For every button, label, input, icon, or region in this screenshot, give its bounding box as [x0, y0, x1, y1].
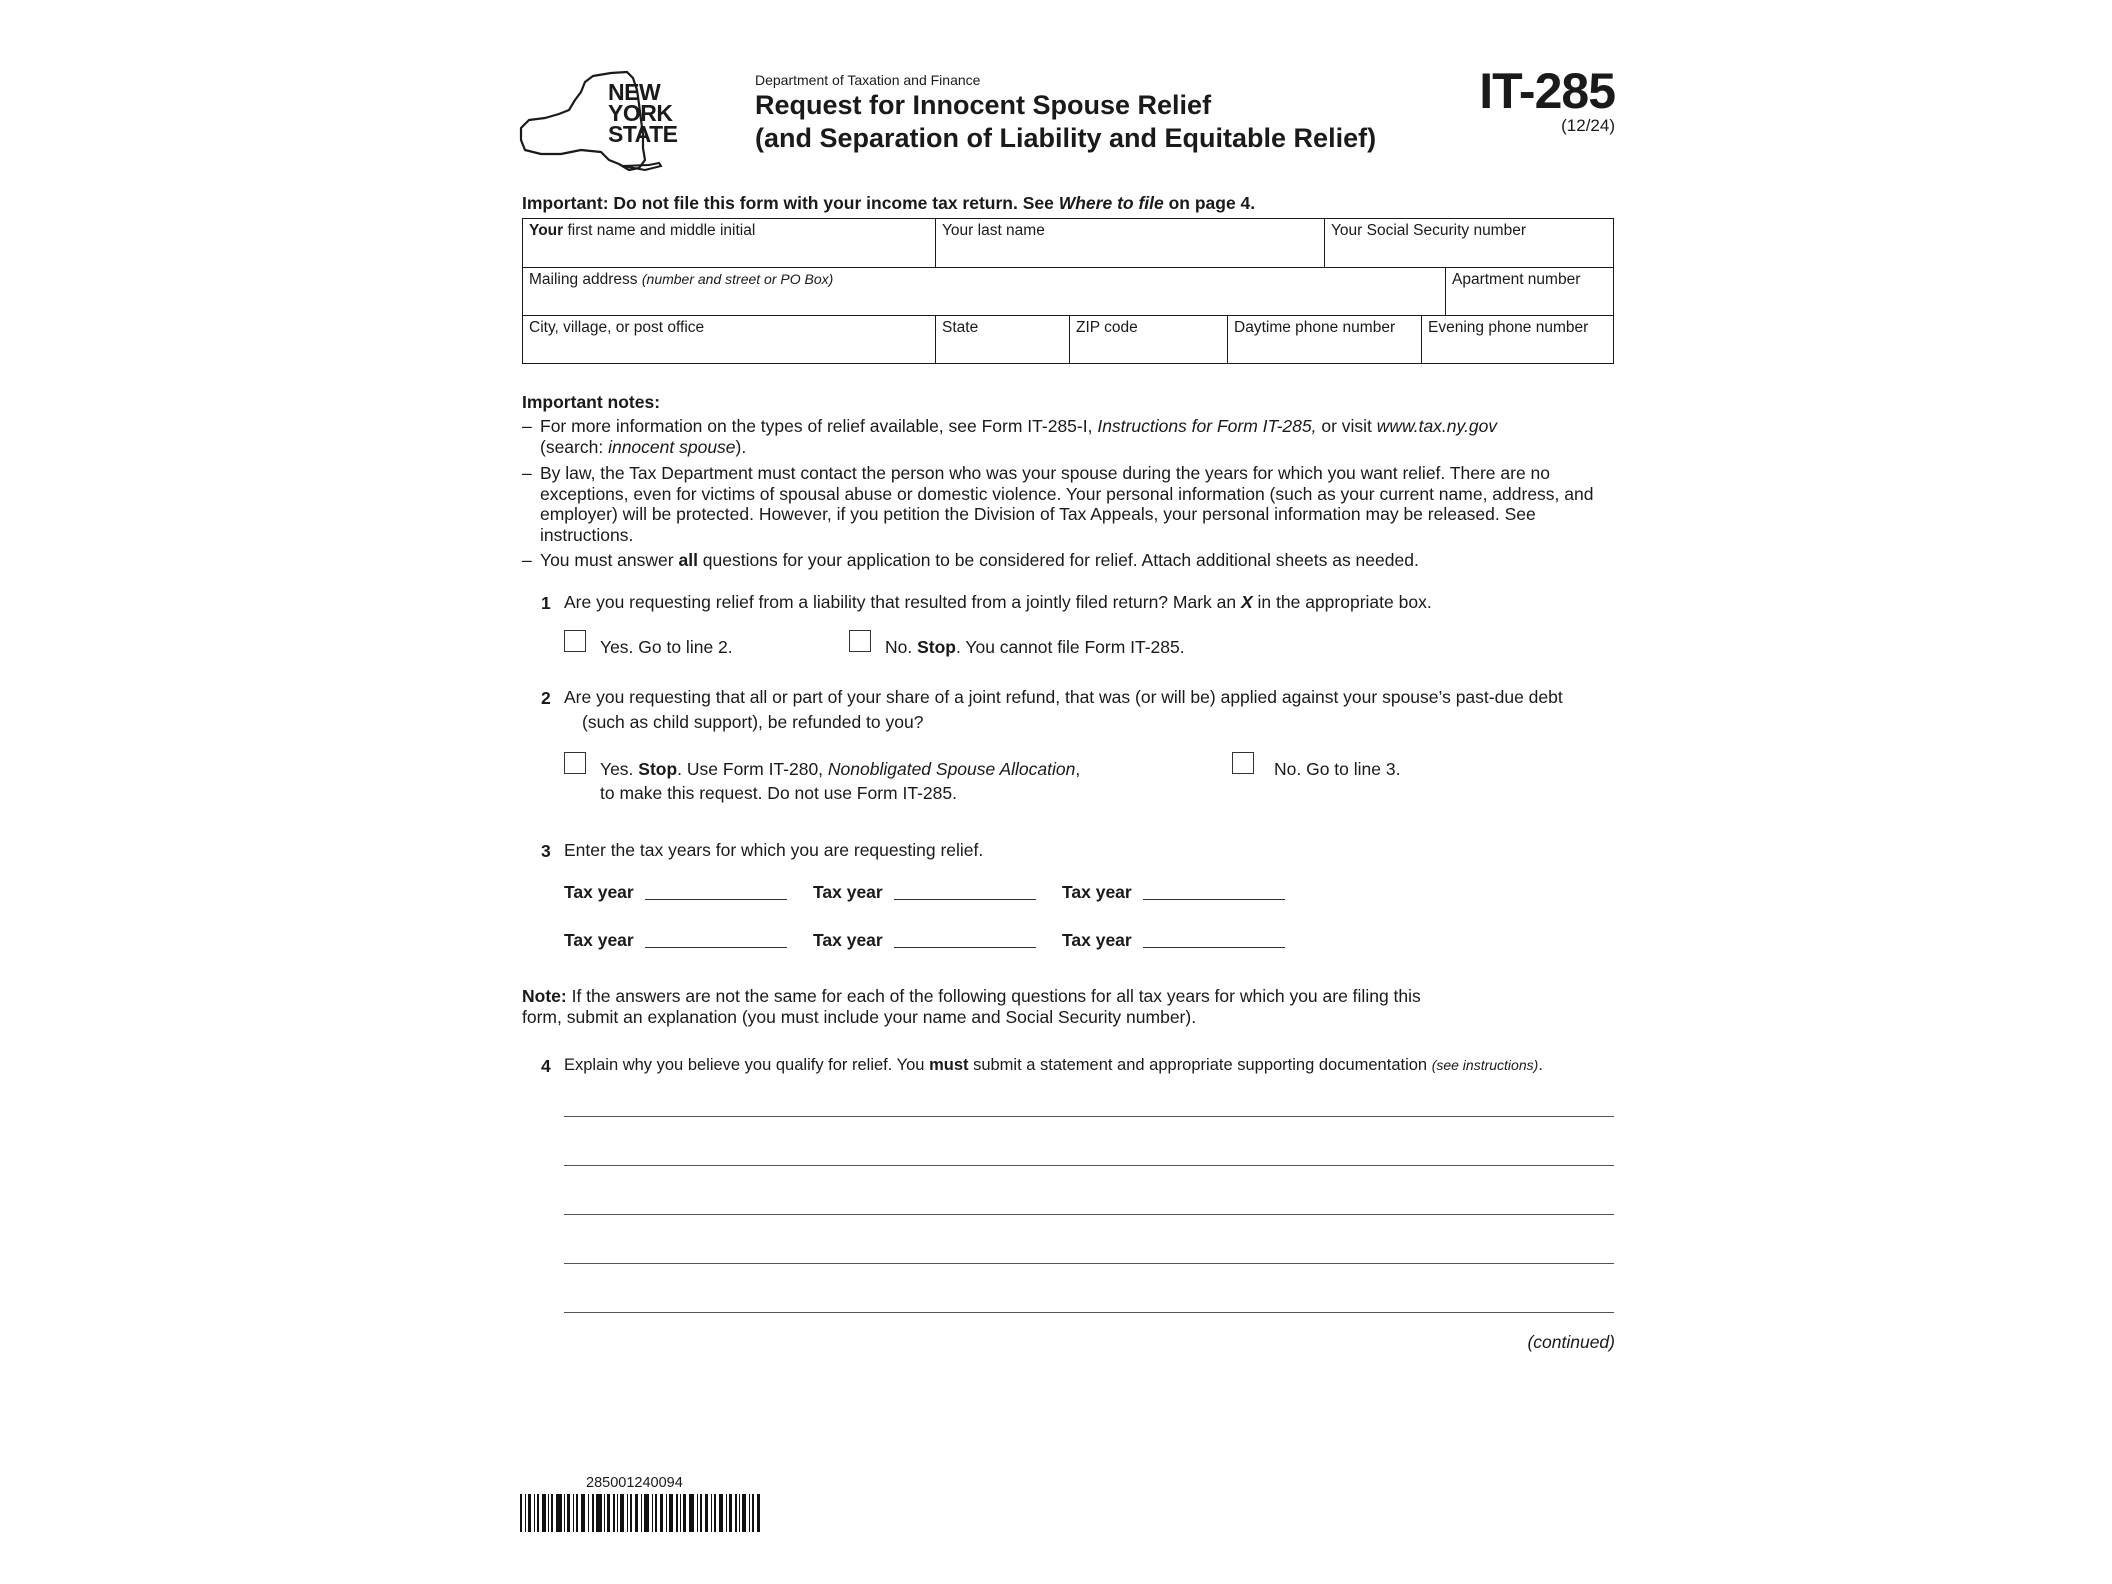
- note1-text: For more information on the types of relief available, see Form IT-285-I,: [540, 416, 1098, 436]
- q1-yes-label: Yes. Go to line 2.: [600, 637, 733, 657]
- tax-year-label-1: Tax year: [564, 882, 634, 902]
- tax-year-input-4[interactable]: [645, 947, 787, 948]
- tax-year-label-4: Tax year: [564, 930, 634, 950]
- form-revision: (12/24): [1561, 116, 1615, 135]
- note1-text-2: or visit: [1316, 416, 1377, 436]
- explanation-line-1[interactable]: [564, 1116, 1614, 1117]
- tax-year-input-3[interactable]: [1143, 899, 1285, 900]
- q1-no-checkbox[interactable]: [849, 630, 871, 652]
- note-dash: –: [522, 463, 532, 483]
- logo-text-new: NEW: [608, 79, 661, 105]
- important-suffix: on page 4.: [1163, 193, 1256, 213]
- tax-year-input-6[interactable]: [1143, 947, 1285, 948]
- taxpayer-info-grid: [522, 218, 1614, 364]
- tax-year-input-1[interactable]: [645, 899, 787, 900]
- state-field[interactable]: [936, 316, 1070, 364]
- q1-no-stop: Stop: [917, 637, 956, 657]
- logo-text-york: YORK: [608, 100, 673, 126]
- q1-number: 1: [541, 593, 551, 613]
- q2-no-checkbox[interactable]: [1232, 752, 1254, 774]
- q2-yes-checkbox[interactable]: [564, 752, 586, 774]
- ssn-label: Your Social Security number: [1331, 222, 1526, 239]
- note3-text-2: questions for your application to be considered for relief. Attach additional sheets as needed.: [697, 550, 1419, 570]
- note3-emphasis: all: [678, 550, 698, 570]
- q2-yes-c: . Use Form IT-280,: [677, 759, 828, 779]
- q4-number: 4: [541, 1056, 551, 1076]
- q1-text-b: in the appropriate box.: [1252, 592, 1432, 612]
- evening-phone-label: Evening phone number: [1428, 319, 1589, 336]
- q1-no-a: No.: [885, 637, 918, 657]
- tax-website-link[interactable]: www.tax.ny.gov: [1376, 416, 1498, 436]
- q1-no-c: . You cannot file Form IT-285.: [956, 637, 1185, 657]
- notes-title: Important notes:: [522, 392, 661, 412]
- evening-phone-field[interactable]: [1422, 316, 1615, 364]
- q1-yes-checkbox[interactable]: [564, 630, 586, 652]
- note-item-2: [522, 463, 1618, 545]
- daytime-phone-label: Daytime phone number: [1234, 319, 1396, 336]
- q2-text-line2: (such as child support), be refunded to you?: [582, 712, 924, 732]
- note1-search-prefix: (search:: [540, 436, 609, 457]
- form-title-line2: (and Separation of Liability and Equitable Relief): [755, 123, 1377, 153]
- important-prefix: Important: Do not file this form with your income tax return. See: [522, 193, 1059, 213]
- barcode-number: 285001240094: [586, 1475, 683, 1491]
- explanation-line-3[interactable]: [564, 1214, 1614, 1215]
- note1-search-term: innocent spouse: [608, 436, 736, 457]
- city-label: City, village, or post office: [529, 319, 705, 336]
- state-label: State: [942, 319, 979, 336]
- q2-text-line1: Are you requesting that all or part of your share of a joint refund, that was (or will be) applied against your spouse’s past-due debt: [564, 687, 1563, 707]
- tax-year-input-2[interactable]: [894, 899, 1036, 900]
- zip-code-label: ZIP code: [1076, 319, 1138, 336]
- q2-no-label: No. Go to line 3.: [1274, 759, 1401, 779]
- q4-text-a: Explain why you believe you qualify for relief. You: [564, 1056, 930, 1074]
- continued-label: (continued): [1527, 1332, 1615, 1352]
- q4-text: [564, 1053, 1543, 1077]
- q2-yes-e: ,: [1075, 759, 1081, 779]
- q4-text-e: .: [1538, 1056, 1543, 1074]
- apartment-number-label: Apartment number: [1452, 271, 1581, 288]
- note3-text: You must answer: [540, 550, 679, 570]
- mailing-address-label: Mailing address: [529, 271, 638, 288]
- q1-no-label: [885, 635, 1185, 659]
- answers-note: [522, 986, 1442, 1027]
- tax-year-label-3: Tax year: [1062, 882, 1132, 902]
- q4-text-c: submit a statement and appropriate supporting documentation: [968, 1056, 1432, 1074]
- form-number: IT-285: [1479, 63, 1615, 119]
- mailing-address-field[interactable]: [523, 268, 1446, 316]
- ssn-field[interactable]: [1325, 219, 1615, 267]
- where-to-file-ref: Where to file: [1058, 193, 1164, 213]
- q2-yes-label: [600, 757, 1080, 805]
- note1-instructions-title: Instructions for Form IT-285,: [1097, 416, 1317, 436]
- q4-see-instructions: (see instructions): [1431, 1057, 1539, 1073]
- last-name-field[interactable]: [936, 219, 1325, 267]
- q1-text: [564, 590, 1432, 614]
- q4-must: must: [929, 1056, 969, 1074]
- explanation-line-4[interactable]: [564, 1263, 1614, 1264]
- barcode-icon: [520, 1494, 760, 1532]
- last-name-label: Your last name: [942, 222, 1045, 239]
- note-dash: –: [522, 550, 532, 570]
- q2-yes-line2: to make this request. Do not use Form IT-285.: [600, 783, 957, 803]
- explanation-line-2[interactable]: [564, 1165, 1614, 1166]
- first-name-label-bold: Your: [529, 222, 564, 239]
- nys-logo: [519, 70, 684, 174]
- first-name-field[interactable]: [523, 219, 936, 267]
- note-item-1: [522, 416, 1618, 457]
- city-field[interactable]: [523, 316, 936, 364]
- department-name: Department of Taxation and Finance: [755, 72, 981, 88]
- zip-code-field[interactable]: [1070, 316, 1228, 364]
- apartment-number-field[interactable]: [1446, 268, 1615, 316]
- tax-year-label-5: Tax year: [813, 930, 883, 950]
- q2-yes-stop: Stop: [638, 759, 678, 779]
- note1-search-suffix: ).: [735, 436, 747, 457]
- tax-year-label-6: Tax year: [1062, 930, 1132, 950]
- note-text: If the answers are not the same for each of the following questions for all tax years for which you are filing this form, submit an explanation (you must include your name and Social Security number).: [522, 986, 1421, 1027]
- explanation-line-5[interactable]: [564, 1312, 1614, 1313]
- note2-text: By law, the Tax Department must contact the person who was your spouse during the years for which you want relief. There are no exceptions, even for victims of spousal abuse or domestic violence. Your personal information (such as your current name, address, and employer) will be protected. However, if you petition the Division of Tax Appeals, your personal information may be released. See instructions.: [540, 463, 1594, 545]
- mailing-address-hint: (number and street or PO Box): [641, 271, 834, 287]
- q2-number: 2: [541, 688, 551, 708]
- note-label: Note:: [522, 986, 567, 1006]
- first-name-label: first name and middle initial: [563, 222, 756, 239]
- q3-text: Enter the tax years for which you are requesting relief.: [564, 840, 984, 860]
- form-title-line1: Request for Innocent Spouse Relief: [755, 90, 1212, 120]
- note-item-3: [522, 550, 1618, 571]
- q3-number: 3: [541, 841, 551, 861]
- tax-year-label-2: Tax year: [813, 882, 883, 902]
- important-banner: [522, 193, 1255, 214]
- logo-text-state: STATE: [608, 121, 678, 147]
- q2-form-title: Nonobligated Spouse Allocation: [827, 759, 1076, 779]
- q2-yes-a: Yes.: [600, 759, 639, 779]
- daytime-phone-field[interactable]: [1228, 316, 1422, 364]
- note-dash: –: [522, 416, 532, 436]
- tax-year-input-5[interactable]: [894, 947, 1036, 948]
- q1-text-a: Are you requesting relief from a liability that resulted from a jointly filed return? Mark an: [564, 592, 1241, 612]
- q1-x-mark: X: [1240, 592, 1253, 612]
